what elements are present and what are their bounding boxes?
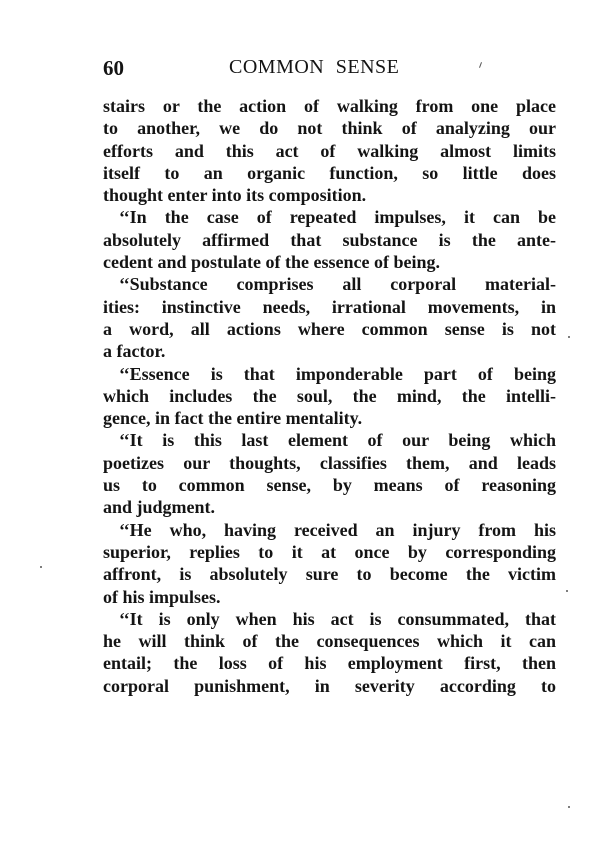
text-line: cedent and postulate of the essence of being. bbox=[103, 252, 440, 273]
text-line: poetizes our thoughts, classifies them, and leads bbox=[103, 452, 556, 473]
scan-speck bbox=[568, 806, 570, 808]
page-header bbox=[103, 56, 556, 82]
text-line: corporal punishment, in severity according to bbox=[103, 675, 556, 696]
text-line: absolutely affirmed that substance is the ante- bbox=[103, 229, 556, 250]
text-line: ‘‘In the case of repeated impulses, it can be bbox=[119, 207, 556, 228]
scan-speck bbox=[566, 590, 568, 592]
text-line: gence, in fact the entire mentality. bbox=[103, 408, 363, 429]
text-line: entail; the loss of his employment first, then bbox=[103, 653, 556, 674]
text-line: ities: instinctive needs, irrational movements, in bbox=[103, 296, 556, 317]
text-line: a factor. bbox=[103, 341, 166, 362]
paragraph bbox=[103, 363, 556, 430]
text-line: us to common sense, by means of reasoning bbox=[103, 475, 556, 496]
paragraph bbox=[103, 273, 556, 362]
text-line: of his impulses. bbox=[103, 586, 221, 607]
page-number: 60 bbox=[103, 56, 124, 80]
text-line: affront, is absolutely sure to become the victim bbox=[103, 564, 556, 585]
paragraph bbox=[103, 429, 556, 518]
text-line: ‘‘Essence is that imponderable part of being bbox=[119, 363, 556, 384]
body-text bbox=[103, 95, 556, 697]
text-line: efforts and this act of walking almost limits bbox=[103, 140, 556, 161]
scan-speck bbox=[40, 566, 42, 568]
paragraph bbox=[103, 206, 556, 273]
text-line: which includes the soul, the mind, the intelli- bbox=[103, 385, 556, 406]
text-line: thought enter into its composition. bbox=[103, 185, 367, 206]
text-line: stairs or the action of walking from one place bbox=[103, 96, 556, 116]
text-line: ‘‘He who, having received an injury from his bbox=[119, 519, 556, 540]
text-line: ‘‘It is only when his act is consummated, that bbox=[119, 608, 556, 629]
text-line: he will think of the consequences which it can bbox=[103, 631, 556, 652]
text-line: and judgment. bbox=[103, 497, 216, 518]
text-line: to another, we do not think of analyzing our bbox=[103, 118, 556, 139]
paragraph bbox=[103, 95, 556, 206]
text-line: itself to an organic function, so little does bbox=[103, 162, 556, 183]
text-line: superior, replies to it at once by corresponding bbox=[103, 541, 556, 562]
paragraph bbox=[103, 519, 556, 608]
scan-speck bbox=[568, 336, 570, 338]
text-line: ‘‘Substance comprises all corporal material- bbox=[119, 274, 556, 295]
paragraph bbox=[103, 608, 556, 697]
running-title: COMMON SENSE bbox=[229, 56, 400, 78]
text-line: a word, all actions where common sense is not bbox=[103, 318, 556, 339]
text-line: ‘‘It is this last element of our being which bbox=[119, 430, 556, 451]
